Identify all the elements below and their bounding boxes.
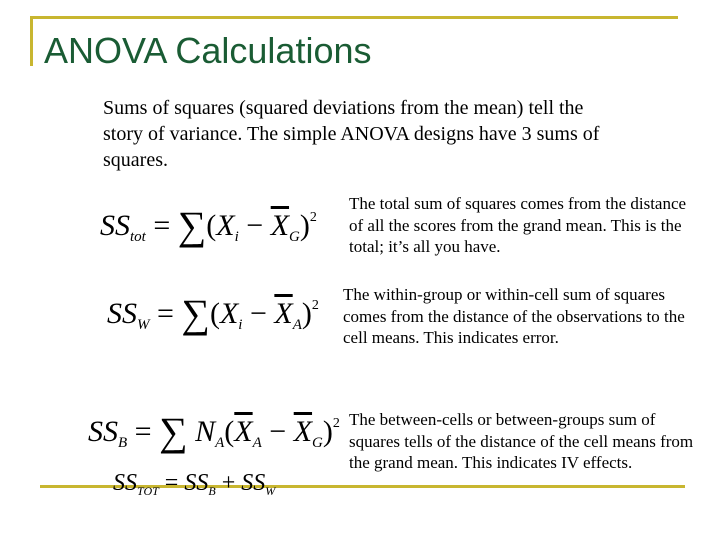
between-subscript: B: [208, 484, 216, 498]
desc-ss-between: The between-cells or between-groups sum of squares tells of the distance of the cell means from the grand mean. This indicates IV effects.: [349, 410, 694, 472]
summation-symbol: ∑: [177, 203, 207, 248]
score-subscript: i: [238, 317, 243, 333]
within-term: SS: [241, 470, 266, 496]
summation-symbol: ∑: [181, 291, 210, 336]
slide-title: ANOVA Calculations: [44, 30, 372, 71]
formula-ss-between: [88, 406, 340, 461]
exponent: 2: [332, 416, 340, 431]
formula-ss-total-sum: [113, 465, 275, 509]
within-subscript: W: [265, 484, 276, 498]
between-term: SS: [184, 470, 209, 496]
count-subscript: A: [215, 435, 225, 451]
minus-sign: −: [249, 297, 267, 330]
total-lhs: SS: [113, 470, 137, 496]
desc-ss-within: The within-group or within-cell sum of squares comes from the distance of the observations to the cell means. This indicates error.: [343, 285, 685, 347]
grand-mean-variable: $\overline{X}$: [293, 415, 313, 448]
formula-lhs: SS: [88, 415, 118, 448]
equals-sign: =: [157, 297, 174, 330]
desc-ss-total: The total sum of squares comes from the distance of all the scores from the grand mean. This is the total; it’s all you have.: [349, 194, 687, 256]
exponent: 2: [311, 298, 319, 313]
mean-variable: $\overline{X}$: [274, 297, 293, 330]
exponent: 2: [309, 210, 317, 225]
close-paren: ): [299, 209, 310, 242]
cell-mean-subscript: A: [252, 435, 262, 451]
formula-lhs: SS: [100, 209, 130, 242]
score-variable: X: [219, 297, 239, 330]
intro-paragraph: Sums of squares (squared deviations from the mean) tell the story of variance. The simple ANOVA designs have 3 sums of squares.: [103, 97, 600, 171]
summation-symbol: ∑: [159, 409, 188, 454]
open-paren: (: [224, 415, 235, 448]
formula-lhs: SS: [107, 297, 137, 330]
score-variable: X: [216, 209, 235, 242]
open-paren: (: [209, 297, 220, 330]
formula-lhs-subscript: B: [118, 435, 128, 451]
formula-ss-within: [107, 288, 319, 343]
frame-left-rule: [30, 16, 33, 66]
minus-sign: −: [269, 415, 287, 448]
equals-sign: =: [153, 209, 171, 242]
total-lhs-subscript: TOT: [137, 484, 159, 498]
frame-top-rule: [30, 16, 678, 19]
mean-subscript: A: [292, 317, 302, 333]
mean-variable: $\overline{X}$: [270, 209, 290, 242]
formula-lhs-subscript: tot: [130, 229, 146, 245]
score-subscript: i: [234, 229, 239, 245]
formula-lhs-subscript: W: [137, 317, 150, 333]
count-variable: N: [195, 415, 216, 448]
open-paren: (: [206, 209, 217, 242]
grand-mean-subscript: G: [312, 435, 323, 451]
minus-sign: −: [246, 209, 264, 242]
close-paren: ): [322, 415, 333, 448]
close-paren: ): [301, 297, 312, 330]
equals-sign: =: [134, 415, 152, 448]
equals-sign: =: [164, 470, 179, 496]
plus-sign: +: [221, 470, 236, 496]
cell-mean-variable: $\overline{X}$: [234, 415, 253, 448]
mean-subscript: G: [289, 229, 300, 245]
formula-ss-total: [100, 200, 317, 255]
